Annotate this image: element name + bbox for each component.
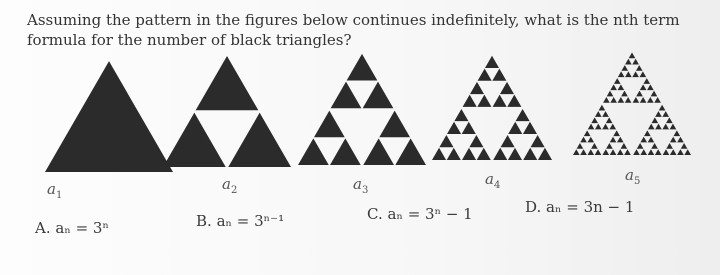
black-triangle [523, 148, 537, 160]
black-triangle [508, 122, 522, 134]
black-triangle [654, 97, 661, 103]
figure-label-a1: $a_1$ [47, 180, 63, 201]
black-triangle [379, 111, 410, 138]
black-triangle [523, 122, 537, 134]
black-triangle [603, 97, 610, 103]
sierpinski-figure-a1 [45, 61, 173, 172]
black-triangle [648, 124, 655, 130]
black-triangle [651, 91, 658, 97]
black-triangle [644, 130, 651, 136]
black-triangle [621, 91, 628, 97]
black-triangle [648, 149, 655, 155]
black-triangle [45, 61, 173, 172]
black-triangle [602, 111, 609, 117]
black-triangle [621, 143, 628, 149]
black-triangle [469, 135, 483, 147]
black-triangle [607, 91, 614, 97]
choice-a[interactable] [35, 219, 109, 237]
black-triangle [462, 148, 476, 160]
black-triangle [595, 149, 602, 155]
black-triangle [577, 143, 584, 149]
black-triangle [614, 78, 621, 84]
black-triangle [621, 65, 628, 71]
black-triangle [662, 111, 669, 117]
black-triangle [599, 105, 606, 111]
black-triangle [640, 97, 647, 103]
black-triangle [663, 149, 670, 155]
choice-c-text: aₙ = 3ⁿ − 1 [387, 205, 473, 223]
black-triangle [640, 84, 647, 90]
question-line-1: Assuming the pattern in the figures below continues indefinitely, what is the nth term [27, 11, 680, 29]
black-triangle [632, 71, 639, 77]
black-triangle [395, 138, 426, 165]
black-triangle [602, 149, 609, 155]
black-triangle [228, 113, 291, 167]
black-triangle [610, 97, 617, 103]
black-triangle [478, 69, 492, 81]
choice-b-letter: B. [196, 212, 212, 230]
black-triangle [501, 135, 515, 147]
choice-d[interactable] [525, 198, 634, 216]
black-triangle [196, 56, 259, 110]
black-triangle [633, 149, 640, 155]
black-triangle [640, 71, 647, 77]
choice-d-text: aₙ = 3n − 1 [546, 198, 635, 216]
black-triangle [632, 59, 639, 65]
black-triangle [580, 149, 587, 155]
question-line-2: formula for the number of black triangles? [27, 31, 352, 49]
black-triangle [470, 82, 484, 94]
black-triangle [493, 148, 507, 160]
choice-c-letter: C. [367, 205, 383, 223]
choice-d-letter: D. [525, 198, 542, 216]
black-triangle [314, 111, 345, 138]
black-triangle [636, 91, 643, 97]
sierpinski-figure-a5 [573, 52, 691, 155]
black-triangle [507, 95, 521, 107]
black-triangle [640, 149, 647, 155]
black-triangle [674, 130, 681, 136]
black-triangle [666, 143, 673, 149]
black-triangle [648, 137, 655, 143]
black-triangle [655, 111, 662, 117]
black-triangle [625, 59, 632, 65]
black-triangle [670, 124, 677, 130]
choice-a-letter: A. [35, 219, 51, 237]
black-triangle [610, 149, 617, 155]
choice-a-text: aₙ = 3ⁿ [55, 219, 109, 237]
black-triangle [659, 105, 666, 111]
black-triangle [617, 137, 624, 143]
black-triangle [662, 124, 669, 130]
black-triangle [363, 138, 394, 165]
black-triangle [609, 124, 616, 130]
black-triangle [670, 137, 677, 143]
black-triangle [591, 143, 598, 149]
black-triangle [493, 95, 507, 107]
black-triangle [500, 82, 514, 94]
black-triangle [330, 138, 361, 165]
black-triangle [485, 56, 499, 68]
black-triangle [580, 137, 587, 143]
black-triangle [595, 124, 602, 130]
black-triangle [462, 122, 476, 134]
black-triangle [610, 137, 617, 143]
black-triangle [610, 84, 617, 90]
black-triangle [298, 138, 329, 165]
black-triangle [625, 71, 632, 77]
black-triangle [613, 130, 620, 136]
black-triangle [477, 148, 491, 160]
black-triangle [463, 95, 477, 107]
black-triangle [684, 149, 691, 155]
choice-b-text: aₙ = 3ⁿ⁻¹ [216, 212, 285, 230]
black-triangle [331, 82, 362, 109]
black-triangle [670, 149, 677, 155]
black-triangle [643, 78, 650, 84]
black-triangle [640, 137, 647, 143]
black-triangle [439, 135, 453, 147]
black-triangle [591, 117, 598, 123]
black-triangle [625, 97, 632, 103]
black-triangle [508, 148, 522, 160]
black-triangle [655, 124, 662, 130]
sierpinski-figure-a3 [298, 54, 426, 165]
black-triangle [432, 148, 446, 160]
black-triangle [595, 111, 602, 117]
black-triangle [447, 122, 461, 134]
black-triangle [363, 82, 394, 109]
figure-label-a5: $a_5$ [625, 166, 641, 187]
sierpinski-figure-a2 [163, 56, 291, 167]
black-triangle [666, 117, 673, 123]
black-triangle [651, 143, 658, 149]
black-triangle [647, 97, 654, 103]
black-triangle [584, 130, 591, 136]
black-triangle [602, 124, 609, 130]
black-triangle [681, 143, 688, 149]
black-triangle [477, 95, 491, 107]
black-triangle [516, 109, 530, 121]
black-triangle [347, 54, 378, 81]
black-triangle [618, 71, 625, 77]
black-triangle [618, 84, 625, 90]
black-triangle [606, 143, 613, 149]
sierpinski-figure-a4 [432, 56, 552, 160]
black-triangle [637, 143, 644, 149]
black-triangle [492, 69, 506, 81]
black-triangle [588, 124, 595, 130]
black-triangle [633, 97, 640, 103]
black-triangle [652, 117, 659, 123]
black-triangle [636, 65, 643, 71]
black-triangle [454, 109, 468, 121]
choice-c[interactable] [367, 205, 473, 223]
black-triangle [587, 149, 594, 155]
black-triangle [531, 135, 545, 147]
black-triangle [538, 148, 552, 160]
black-triangle [606, 117, 613, 123]
figure-label-a2: $a_2$ [222, 175, 238, 196]
black-triangle [624, 149, 631, 155]
figure-label-a4: $a_4$ [485, 170, 501, 191]
black-triangle [573, 149, 580, 155]
black-triangle [447, 148, 461, 160]
black-triangle [617, 149, 624, 155]
black-triangle [677, 137, 684, 143]
black-triangle [647, 84, 654, 90]
black-triangle [629, 52, 636, 58]
black-triangle [677, 149, 684, 155]
black-triangle [618, 97, 625, 103]
black-triangle [163, 113, 226, 167]
figure-label-a3: $a_3$ [353, 175, 369, 196]
black-triangle [587, 137, 594, 143]
black-triangle [655, 149, 662, 155]
choice-b[interactable] [196, 212, 284, 230]
